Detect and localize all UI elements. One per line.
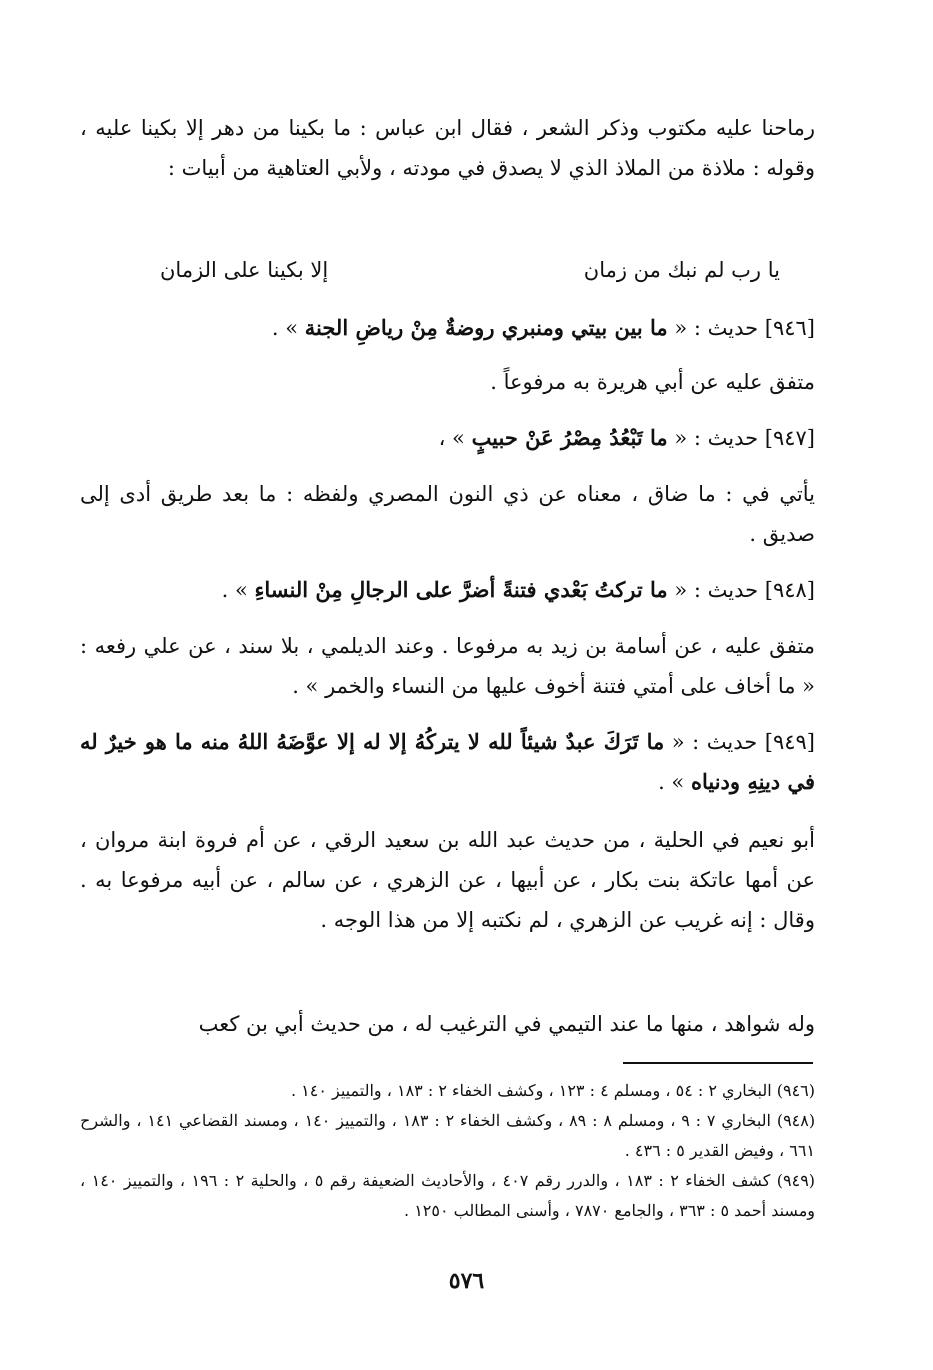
hadith-947-text: ما تَبْعُدُ مِصْرُ عَنْ حبيبٍ [471,425,668,450]
poem-verse [160,252,780,288]
footnote-946: (٩٤٦) البخاري ٢ : ٥٤ ، ومسلم ٤ : ١٢٣ ، وكشف الخفاء ٢ : ١٨٣ ، والتمييز ١٤٠ . [290,1081,815,1100]
hadith-949-text: ما تَرَكَ عبدٌ شيئاً لله لا يتركُهُ إلا له إلا عوَّضَهُ اللهُ منه ما هو خيرٌ له في دينِهِ ودنياه [80,729,815,794]
hadith-947-suffix: » ، [438,426,465,450]
closing-line: وله شواهد ، منها ما عند التيمي في الترغيب له ، من حديث أبي بن كعب [198,1012,815,1036]
hadith-948-suffix: » . [221,578,248,602]
footnotes [80,1076,815,1226]
hadith-947-note: يأتي في : ما ضاق ، معناه عن ذي النون المصري ولفظه : ما بعد طريق أدى إلى صديق . [80,482,815,546]
hadith-946-prefix: [٩٤٦] حديث : « [674,316,815,340]
hadith-946-suffix: » . [271,316,299,340]
hadith-948-prefix: [٩٤٨] حديث : « [674,578,815,602]
intro-paragraph: رماحنا عليه مكتوب وذكر الشعر ، فقال ابن عباس : ما بكينا من دهر إلا بكينا عليه ، وقوله : ملاذة من الملاذ الذي لا يصدق في مودته ، ولأبي العتاهية من أبيات : [80,116,815,180]
hadith-949-suffix: » . [658,770,685,794]
hadith-949-prefix: [٩٤٩] حديث : « [671,730,815,754]
hadith-949-note: أبو نعيم في الحلية ، من حديث عبد الله بن سعيد الرقي ، عن أم فروة ابنة مروان ، عن أمها عاتكة بنت بكار ، عن أبيها ، عن الزهري ، عن سالم ، عن أبيه مرفوعا به . وقال : إنه غريب عن الزهري ، لم نكتبه إلا من هذا الوجه . [80,828,815,932]
hadith-946-heading [80,308,815,348]
footnote-949: (٩٤٩) كشف الخفاء ٢ : ١٨٣ ، والدرر رقم ٤٠٧ ، والأحاديث الضعيفة رقم ٥ ، والحلية ٢ : ١٩٦ ، والتمييز ١٤٠ ، ومسند أحمد ٥ : ٣٦٣ ، والجامع ٧٨٧٠ ، وأسنى المطالب ١٢٥٠ . [80,1171,816,1220]
hadith-947-prefix: [٩٤٧] حديث : « [674,426,815,450]
hadith-948-text: ما تركتُ بَعْدي فتنةً أضرَّ على الرجالِ مِنْ النساءِ [254,577,668,602]
hadith-948-note: متفق عليه ، عن أسامة بن زيد به مرفوعا . وعند الديلمي ، بلا سند ، عن علي رفعه : « ما أخاف على أمتي فتنة أخوف عليها من النساء والخمر » . [80,634,815,698]
hadith-949-heading [80,722,815,802]
hadith-948-heading [80,570,815,610]
verse-first-hemistich: يا رب لم نبك من زمان [583,258,780,282]
page-number: ٥٧٦ [448,1268,485,1294]
verse-second-hemistich: إلا بكينا على الزمان [160,258,329,282]
hadith-946-note: متفق عليه عن أبي هريرة به مرفوعاً . [490,370,815,394]
hadith-946-text: ما بين بيتي ومنبري روضةٌ مِنْ رياضِ الجنة [304,315,668,340]
footnote-948: (٩٤٨) البخاري ٧ : ٩ ، ومسلم ٨ : ٨٩ ، وكشف الخفاء ٢ : ١٨٣ ، والتمييز ١٤٠ ، ومسند القضاعي ١٤١ ، والشرح ٦٦١ ، وفيض القدير ٥ : ٤٣٦ . [80,1111,816,1160]
footnote-separator [623,1062,813,1064]
hadith-947-heading [80,418,815,458]
